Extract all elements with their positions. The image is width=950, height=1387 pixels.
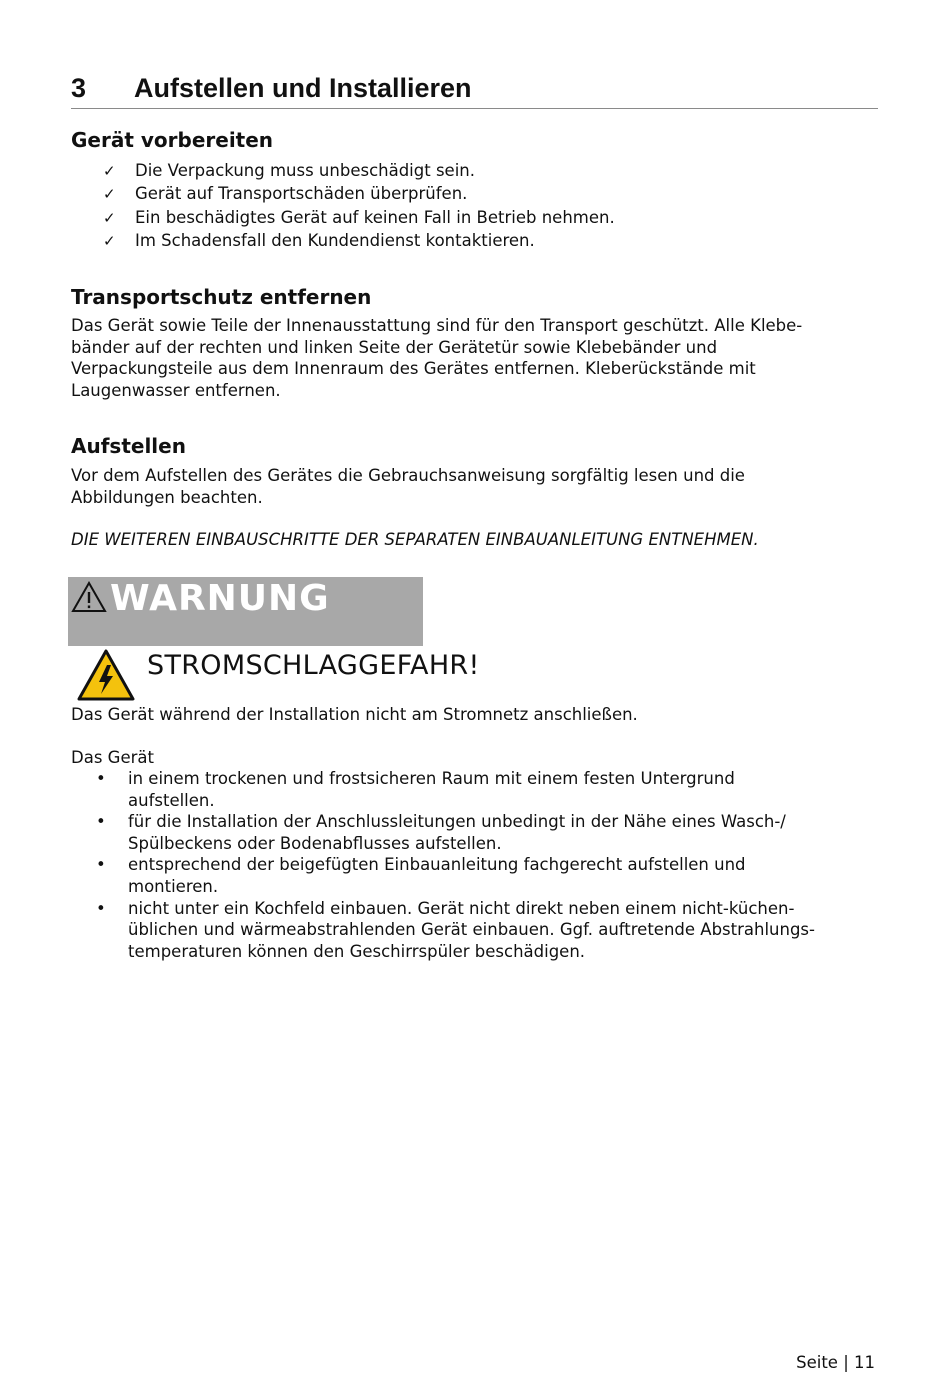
prepare-checklist	[103, 159, 615, 252]
list-item	[96, 811, 886, 854]
warning-label: WARNUNG	[110, 578, 330, 619]
bullet-icon: •	[96, 812, 106, 832]
paragraph-line: Verpackungsteile aus dem Innenraum des Gerätes entfernen. Kleberückstände mit	[71, 359, 756, 379]
bullet-icon: •	[96, 769, 106, 788]
checklist-item-text: Ein beschädigtes Gerät auf keinen Fall in Betrieb nehmen.	[135, 207, 615, 227]
list-item-line: temperaturen können den Geschirrspüler beschädigen.	[128, 941, 586, 961]
transport-paragraph	[71, 315, 881, 401]
warning-triangle-icon	[71, 581, 107, 613]
section-heading-transport: Transportschutz entfernen	[71, 285, 372, 309]
checkmark-icon: ✓	[103, 185, 116, 204]
device-intro: Das Gerät	[71, 748, 154, 767]
checkmark-icon: ✓	[103, 162, 116, 180]
checklist-item-text: Im Schadensfall den Kundendienst kontaktieren.	[135, 230, 535, 250]
installation-note: DIE WEITEREN EINBAUSCHRITTE DER SEPARATEN EINBAUANLEITUNG ENTNEHMEN.	[71, 530, 759, 549]
warning-banner	[68, 577, 423, 646]
checklist-item	[103, 182, 615, 205]
list-item-line: in einem trockenen und frostsicheren Raum mit einem festen Untergrund	[128, 769, 735, 788]
paragraph-line: Das Gerät sowie Teile der Innenausstattung sind für den Transport geschützt. Alle Klebe-	[71, 316, 803, 335]
section-heading-setup: Aufstellen	[71, 434, 186, 458]
bullet-icon: •	[96, 855, 106, 875]
list-item-line: für die Installation der Anschlussleitungen unbedingt in der Nähe eines Wasch-/	[128, 812, 786, 832]
chapter-number: 3	[71, 73, 87, 103]
chapter-title: Aufstellen und Installieren	[134, 73, 472, 103]
list-item	[96, 898, 886, 963]
list-item-line: entsprechend der beigefügten Einbauanleitung fachgerecht aufstellen und	[128, 855, 746, 875]
list-item-line: nicht unter ein Kochfeld einbauen. Gerät nicht direkt neben einem nicht-küchen-	[128, 898, 795, 918]
paragraph-line: Laugenwasser entfernen.	[71, 380, 281, 400]
checklist-item	[103, 159, 615, 182]
bullet-icon: •	[96, 898, 106, 918]
checklist-item-text: Gerät auf Transportschäden überprüfen.	[135, 184, 468, 204]
setup-paragraph	[71, 465, 881, 508]
paragraph-line: Vor dem Aufstellen des Gerätes die Gebrauchsanweisung sorgfältig lesen und die	[71, 466, 745, 485]
list-item-line: montieren.	[128, 876, 219, 896]
paragraph-line: bänder auf der rechten und linken Seite der Gerätetür sowie Klebebänder und	[71, 337, 718, 357]
list-item	[96, 854, 886, 897]
checkmark-icon: ✓	[103, 231, 116, 250]
checklist-item	[103, 229, 615, 252]
chapter-heading	[71, 70, 878, 109]
section-heading-prepare: Gerät vorbereiten	[71, 128, 274, 152]
checklist-item	[103, 206, 615, 229]
hazard-title: STROMSCHLAGGEFAHR!	[147, 650, 480, 681]
checklist-item-text: Die Verpackung muss unbeschädigt sein.	[135, 161, 475, 180]
checkmark-icon: ✓	[103, 208, 116, 227]
list-item-line: aufstellen.	[128, 790, 215, 810]
electric-shock-icon	[77, 649, 135, 701]
device-instructions-list	[96, 768, 886, 962]
list-item-line: Spülbeckens oder Bodenabflusses aufstellen.	[128, 833, 502, 853]
list-item	[96, 768, 886, 811]
hazard-text: Das Gerät während der Installation nicht am Stromnetz anschließen.	[71, 705, 638, 724]
paragraph-line: Abbildungen beachten.	[71, 487, 263, 507]
list-item-line: üblichen und wärmeabstrahlenden Gerät einbauen. Ggf. auftretende Abstrahlungs-	[128, 920, 815, 940]
page-number: Seite | 11	[796, 1353, 875, 1372]
